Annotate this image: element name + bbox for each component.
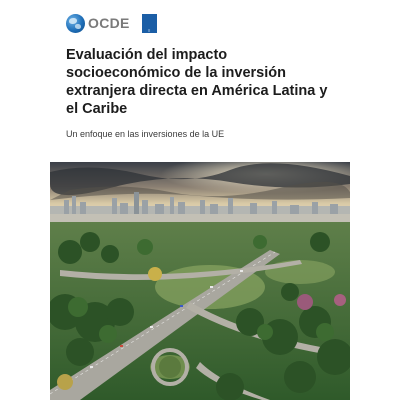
oecd-globe-icon — [66, 14, 85, 33]
publisher-logo — [66, 13, 157, 33]
report-subtitle: Un enfoque en las inversiones de la UE — [66, 129, 225, 139]
oecd-ilibrary-icon: ≡ — [142, 14, 157, 33]
report-title: Evaluación del impacto socioeconómico de la inversión extranjera directa en América Latina y el Caribe — [66, 47, 328, 117]
report-cover — [50, 0, 350, 400]
city-park-photo — [50, 162, 350, 400]
publisher-name: OCDE — [88, 15, 130, 31]
